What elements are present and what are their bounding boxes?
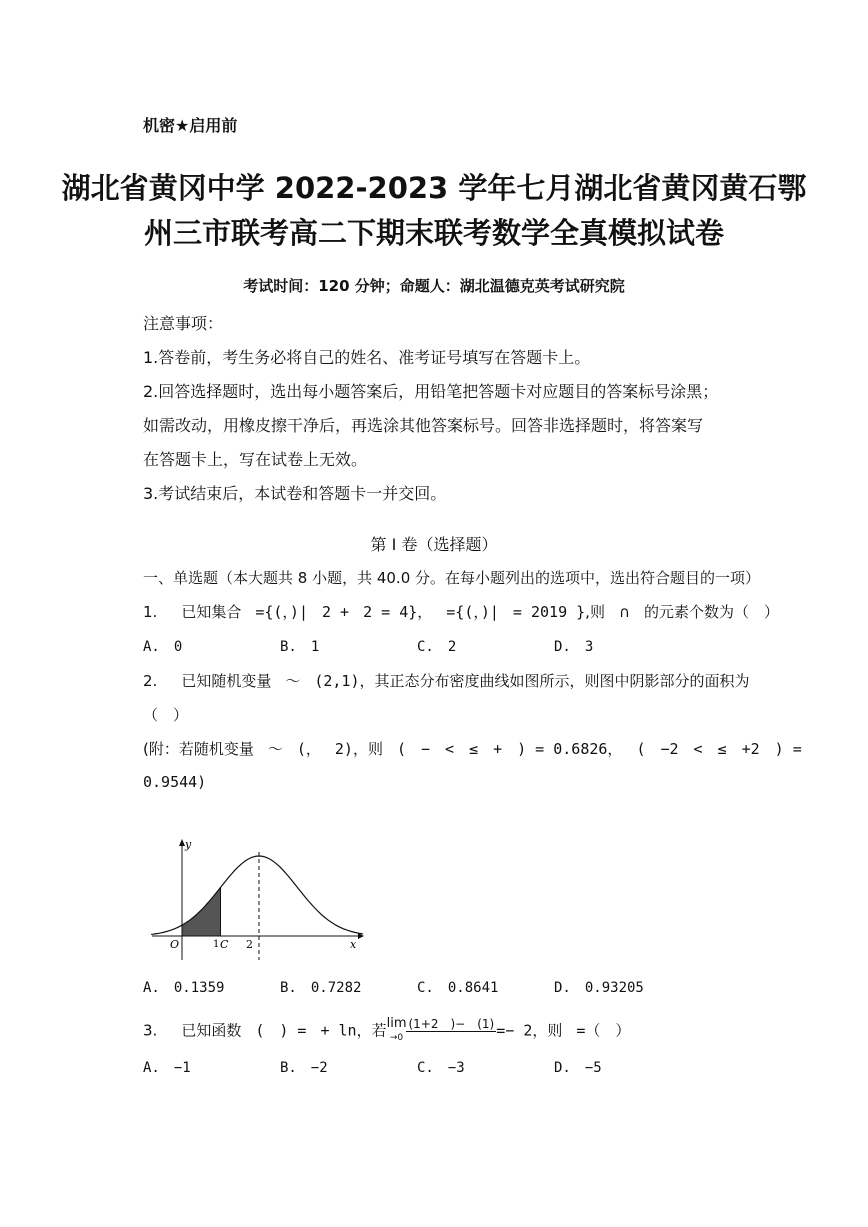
question-2-line2: （ ） [143,706,189,724]
x-axis-label: x [350,938,357,951]
part-heading: 一、单选题（本大题共 8 小题，共 40.0 分。在每小题列出的选项中，选出符合题目的一项） [143,569,761,587]
note-item-3: 3.考试结束后，本试卷和答题卡一并交回。 [143,484,447,503]
note-item-1: 1.答卷前，考生务必将自己的姓名、准考证号填写在答题卡上。 [143,348,591,367]
question-number: 2. [143,672,158,690]
q1-option-d: D. 3 [554,639,594,655]
tick-2-label: 2 [246,938,253,951]
q3-option-a: A. −1 [143,1060,191,1076]
limit-fraction: (1+2 )− (1) [408,1017,495,1031]
q1-option-b: B. 1 [280,639,320,655]
q3-option-c: C. −3 [417,1060,465,1076]
normal-curve-figure [148,834,368,964]
tick-1-label: 1 [213,939,220,950]
notes-heading: 注意事项： [143,314,224,333]
note-item-2-line2: 如需改动，用橡皮擦干净后，再选涂其他答案标号。回答非选择题时，将答案写 [143,416,704,435]
note-item-2-line3: 在答题卡上，写在试卷上无效。 [143,450,368,469]
q2-option-c: C. 0.8641 [417,980,499,996]
confidential-label: 机密★启用前 [143,116,238,135]
note-item-2-line1: 2.回答选择题时，选出每小题答案后，用铅笔把答题卡对应题目的答案标号涂黑； [143,382,719,401]
q2-option-a: A. 0.1359 [143,980,225,996]
question-number: 1. [143,603,158,621]
q2-option-d: D. 0.93205 [554,980,644,996]
limit-operator: lim →0 [386,1016,407,1043]
question-2-appendix-end: 0.9544) [143,773,207,791]
question-1: 1. 已知集合 ={(，)| 2 + 2 = 4}， ={(，)| = 2019 },则 ∩ 的元素个数为（ ） [143,603,779,621]
density-curve [151,856,363,934]
question-number: 3. [143,1021,158,1040]
question-2: 2. 已知随机变量 ～ (2,1)，其正态分布密度曲线如图所示，则图中阴影部分的面积为 [143,672,750,690]
q3-option-d: D. −5 [554,1060,602,1076]
origin-label: O [170,938,180,951]
q1-option-a: A. 0 [143,639,183,655]
question-text: 已知集合 [181,603,242,621]
question-3: 3. 已知函数 ( ) = + ln，若lim →0(1+2 )− (1) =− 2，则 =（ ） [143,1016,631,1043]
y-axis-label: y [185,838,192,851]
q2-option-b: B. 0.7282 [280,980,362,996]
tick-c-label: C [220,938,229,951]
q3-option-b: B. −2 [280,1060,328,1076]
exam-title-line2: 州三市联考高二下期末联考数学全真模拟试卷 [143,216,724,250]
question-2-appendix: (附：若随机变量 ～ (， 2)，则 ( − < ≤ + ) = 0.6826， ( −2 < ≤ +2 ) = [143,740,802,758]
exam-info: 考试时间：120 分钟；命题人：湖北温德克英考试研究院 [243,277,625,295]
q1-option-c: C. 2 [417,639,457,655]
exam-title-line1: 湖北省黄冈中学 2022-2023 学年七月湖北省黄冈黄石鄂 [61,171,807,205]
section-title: 第 I 卷（选择题） [370,535,498,554]
